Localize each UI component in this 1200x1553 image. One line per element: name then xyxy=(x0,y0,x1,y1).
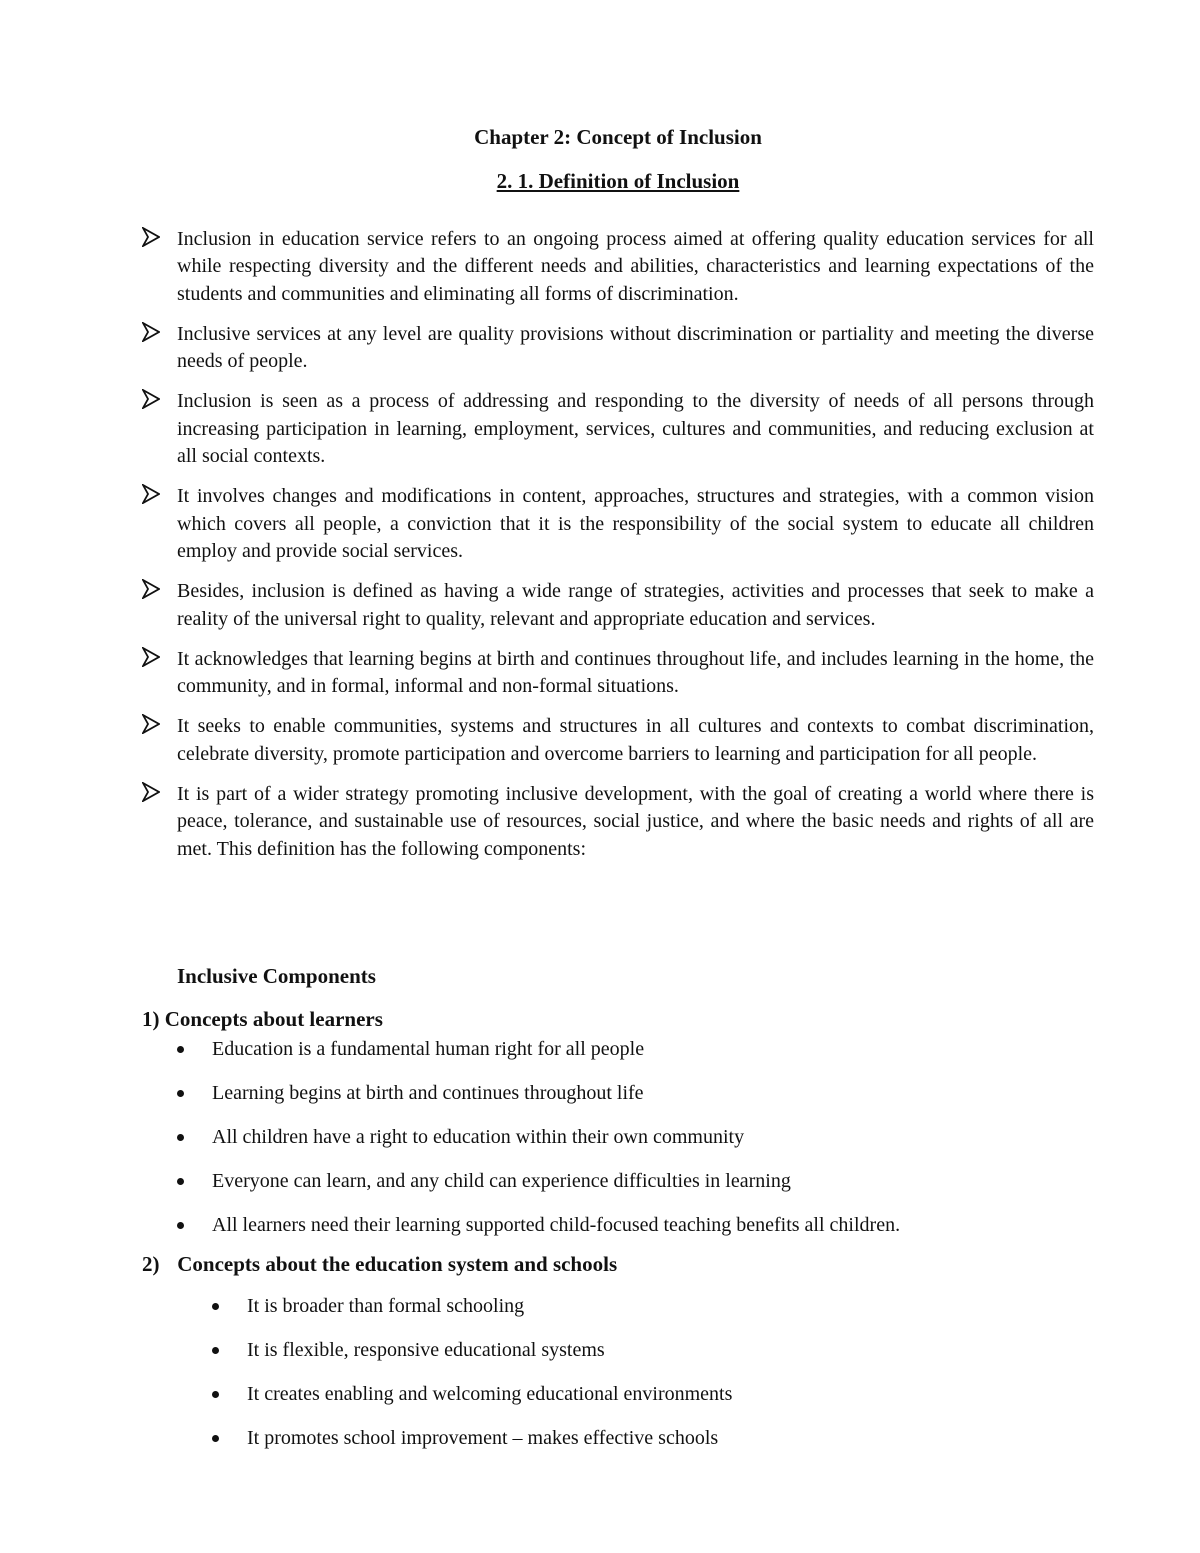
list-item xyxy=(177,1168,900,1212)
list-item xyxy=(212,1337,732,1381)
list-item-text: Education is a fundamental human right for all people xyxy=(212,1038,645,1060)
chapter-title: Chapter 2: Concept of Inclusion xyxy=(474,125,762,149)
list-item-text: Everyone can learn, and any child can experience difficulties in learning xyxy=(212,1170,791,1192)
list-item-text: Inclusion is seen as a process of addressing and responding to the diversity of needs of all persons through increasing participation in learning, employment, services, cultures and communities, and reducing exclusion at all social contexts. xyxy=(177,390,1094,468)
list-item xyxy=(142,781,1094,863)
list-item xyxy=(142,646,1094,701)
arrowhead-bullet-icon xyxy=(142,322,162,344)
round-bullet-icon xyxy=(177,1178,184,1185)
arrowhead-bullet-icon xyxy=(142,389,162,411)
list-item xyxy=(142,713,1094,768)
list-item-text: Learning begins at birth and continues throughout life xyxy=(212,1082,644,1104)
learners-concepts-list xyxy=(177,1036,900,1256)
list-item-text: Inclusive services at any level are quality provisions without discrimination or partiality and meeting the diverse needs of people. xyxy=(177,322,1094,373)
arrowhead-bullet-icon xyxy=(142,484,162,506)
section-number: 1) xyxy=(142,1007,160,1031)
list-item-text: All children have a right to education within their own community xyxy=(212,1126,745,1148)
list-item xyxy=(177,1080,900,1124)
list-item-text: It creates enabling and welcoming educational environments xyxy=(247,1383,733,1405)
section-number: 2) xyxy=(142,1252,160,1276)
list-item-text: It seeks to enable communities, systems and structures in all cultures and contexts to combat discrimination, celebrate diversity, promote participation and overcome barriers to learning and participation for all people. xyxy=(177,715,1094,765)
round-bullet-icon xyxy=(177,1046,184,1053)
subtitle-text: 2. 1. Definition of Inclusion xyxy=(496,169,740,193)
list-item xyxy=(142,388,1094,470)
round-bullet-icon xyxy=(177,1222,184,1229)
list-item-text: It acknowledges that learning begins at birth and continues throughout life, and includes learning in the home, the community, and in formal, informal and non-formal situations. xyxy=(177,647,1094,698)
list-item-text: It involves changes and modifications in content, approaches, structures and strategies, with a common vision which covers all people, a conviction that it is the responsibility of the social system to educate all children employ and provide social services. xyxy=(177,485,1094,562)
list-item xyxy=(142,321,1094,376)
list-item xyxy=(142,226,1094,308)
arrowhead-bullet-icon xyxy=(142,579,162,601)
list-item xyxy=(212,1293,732,1337)
arrowhead-bullet-icon xyxy=(142,714,162,736)
list-item-text: Inclusion in education service refers to an ongoing process aimed at offering quality education services for all while respecting diversity and the different needs and abilities, characteristics and learning expectations of the students and communities and eliminating all forms of discrimination. xyxy=(177,228,1094,305)
list-item xyxy=(212,1425,732,1469)
components-heading: Inclusive Components xyxy=(177,964,376,988)
round-bullet-icon xyxy=(177,1134,184,1141)
round-bullet-icon xyxy=(177,1090,184,1097)
section-heading-education-system xyxy=(142,1250,617,1278)
list-item-text: It is part of a wider strategy promoting inclusive development, with the goal of creating a world where there is peace, tolerance, and sustainable use of resources, social justice, and where the basic needs and rights of all are met. This definition has the following components: xyxy=(177,783,1094,860)
round-bullet-icon xyxy=(212,1391,219,1398)
arrowhead-bullet-icon xyxy=(142,227,162,249)
list-item-text: All learners need their learning supported child-focused teaching benefits all children. xyxy=(212,1214,901,1236)
round-bullet-icon xyxy=(212,1303,219,1310)
section-heading-text: Concepts about learners xyxy=(164,1007,383,1031)
list-item xyxy=(142,483,1094,565)
list-item-text: It is flexible, responsive educational systems xyxy=(247,1339,605,1361)
list-item-text: Besides, inclusion is defined as having a wide range of strategies, activities and processes that seek to make a reality of the universal right to quality, relevant and appropriate education and services. xyxy=(177,580,1094,630)
list-item xyxy=(212,1381,732,1425)
education-system-concepts-list xyxy=(212,1293,732,1469)
round-bullet-icon xyxy=(212,1347,219,1354)
list-item xyxy=(177,1124,900,1168)
round-bullet-icon xyxy=(212,1435,219,1442)
arrowhead-bullet-icon xyxy=(142,782,162,804)
list-item xyxy=(177,1036,900,1080)
section-heading-text: Concepts about the education system and schools xyxy=(177,1252,618,1276)
list-item-text: It is broader than formal schooling xyxy=(247,1295,525,1317)
list-item xyxy=(142,578,1094,633)
section-heading-learners xyxy=(142,1005,383,1033)
definition-list xyxy=(142,226,1094,876)
arrowhead-bullet-icon xyxy=(142,647,162,669)
section-subtitle xyxy=(0,168,1200,195)
list-item-text: It promotes school improvement – makes effective schools xyxy=(247,1427,719,1449)
